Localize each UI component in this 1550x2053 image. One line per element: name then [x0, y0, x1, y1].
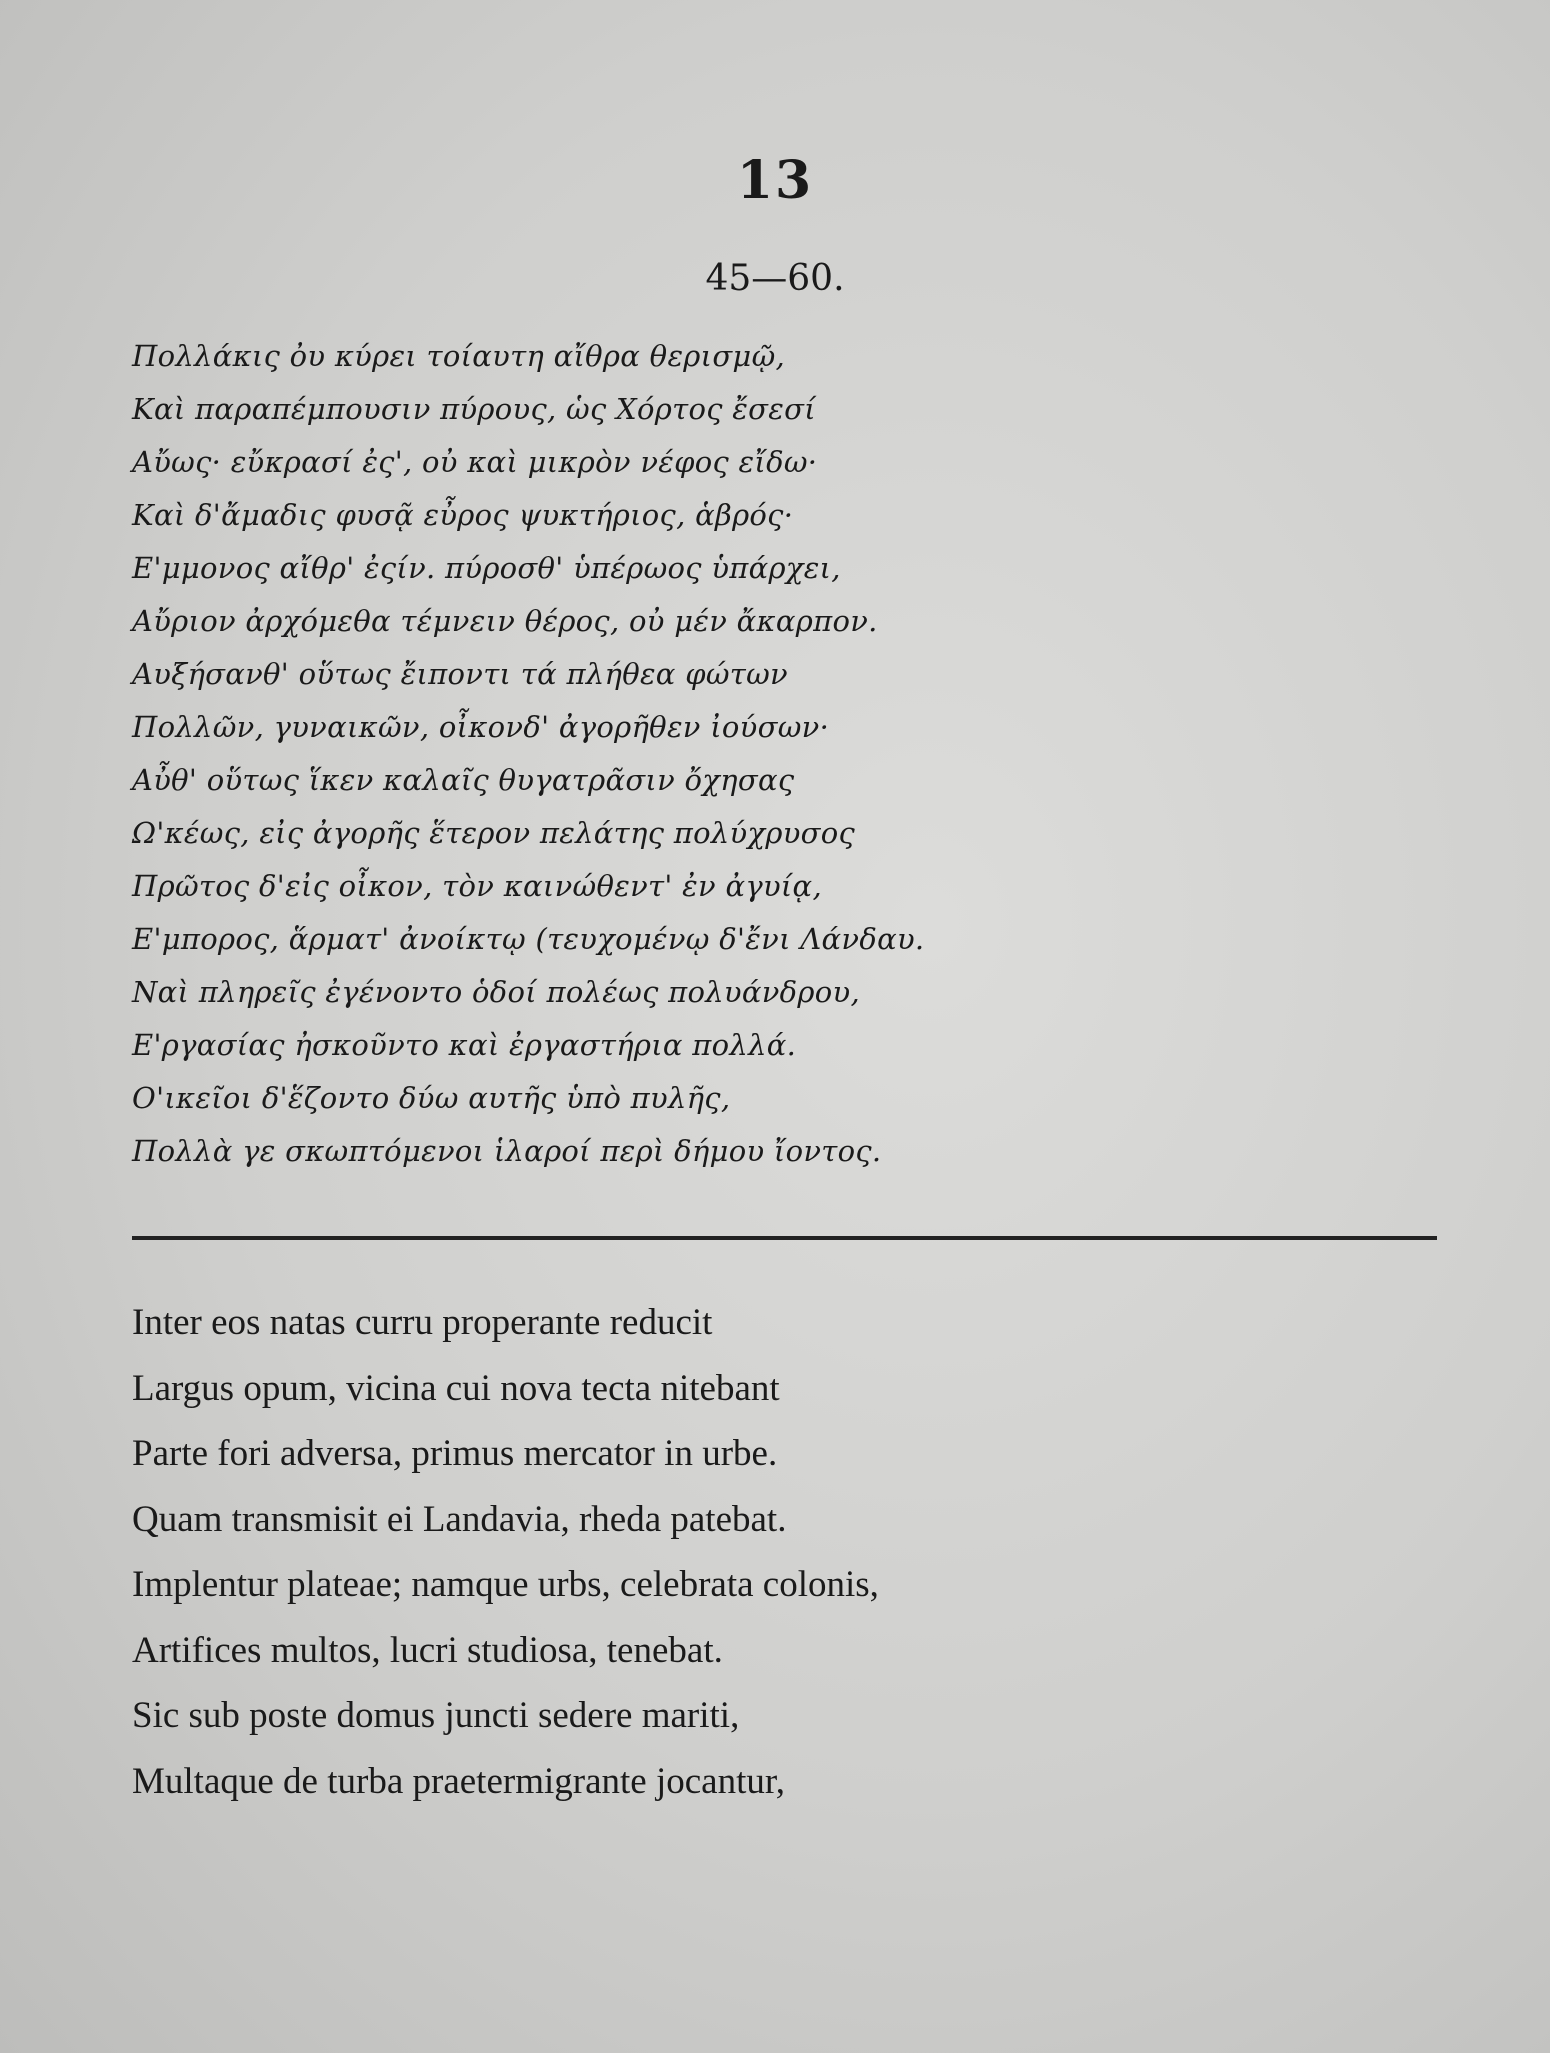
greek-verse-line: Ε'ργασίας ἠσκοῦντο καὶ ἐργαστήρια πολλά.	[132, 1028, 797, 1062]
latin-verse-line: Largus opum, vicina cui nova tecta nitebant	[132, 1367, 780, 1409]
page-number: 13	[736, 150, 814, 211]
greek-verse-line: Ε'μπορος, ἅρματ' ἀνοίκτῳ (τευχομένῳ δ'ἔνι Λάνδαυ.	[132, 922, 925, 956]
greek-verse-line: Πολλάκις ὀυ κύρει τοίαυτη αἴθρα θερισμῷ,	[132, 339, 786, 373]
greek-verse-line: Καὶ παραπέμπουσιν πύρους, ὡς Χόρτος ἔσεσί	[132, 392, 816, 426]
greek-verse-line: Πολλὰ γε σκωπτόμενοι ἱλαροί περὶ δήμου ἴοντος.	[132, 1134, 882, 1168]
section-divider-rule	[132, 1236, 1437, 1240]
greek-verse-block	[132, 330, 1432, 1178]
greek-verse-line: Ο'ικεῖοι δ'ἕζοντο δύω αυτῆς ὑπὸ πυλῆς,	[132, 1081, 731, 1115]
greek-verse-line: Αὖθ' οὕτως ἵκεν καλαῖς θυγατρᾶσιν ὄχησας	[132, 763, 795, 797]
greek-verse-line: Ε'μμονος αἴθρ' ἐςίν. πύροσθ' ὑπέρωος ὑπάρχει,	[132, 551, 841, 585]
greek-verse-line: Πρῶτος δ'εἰς οἶκον, τὸν καινώθεντ' ἐν ἀγυίᾳ,	[132, 869, 822, 903]
latin-verse-line: Parte fori adversa, primus mercator in urbe.	[132, 1433, 778, 1474]
greek-verse-line: Ναὶ πληρεῖς ἐγένοντο ὁδοί πολέως πολυάνδρου,	[132, 975, 860, 1009]
greek-verse-line: Αὔριον ἀρχόμεθα τέμνειν θέρος, οὐ μέν ἄκαρπον.	[132, 604, 878, 638]
greek-verse-line: Καὶ δ'ἄμαδις φυσᾷ εὖρος ψυκτήριος, ἁβρός·	[132, 498, 794, 532]
verse-line-range: 45—60.	[705, 258, 845, 299]
greek-verse-line: Ω'κέως, εἰς ἀγορῆς ἕτερον πελάτης πολύχρυσος	[132, 816, 856, 850]
greek-verse-line: Αὔως· εὔκρασί ἐς', οὐ καὶ μικρὸν νέφος εἴδω·	[132, 445, 818, 479]
greek-verse-line: Αυξήσανθ' οὕτως ἔιποντι τά πλήθεα φώτων	[132, 657, 788, 691]
latin-verse-line: Artifices multos, lucri studiosa, tenebat.	[132, 1629, 723, 1671]
latin-verse-line: Sic sub poste domus juncti sedere mariti,	[132, 1695, 740, 1736]
latin-verse-block	[132, 1290, 1432, 1814]
latin-verse-line: Multaque de turba praetermigrante jocantur,	[132, 1760, 785, 1802]
latin-verse-line: Quam transmisit ei Landavia, rheda patebat.	[132, 1498, 787, 1540]
latin-verse-line: Inter eos natas curru properante reducit	[132, 1302, 713, 1343]
latin-verse-line: Implentur plateae; namque urbs, celebrata colonis,	[132, 1564, 879, 1605]
greek-verse-line: Πολλῶν, γυναικῶν, οἶκονδ' ἀγορῆθεν ἰούσων·	[132, 710, 830, 744]
